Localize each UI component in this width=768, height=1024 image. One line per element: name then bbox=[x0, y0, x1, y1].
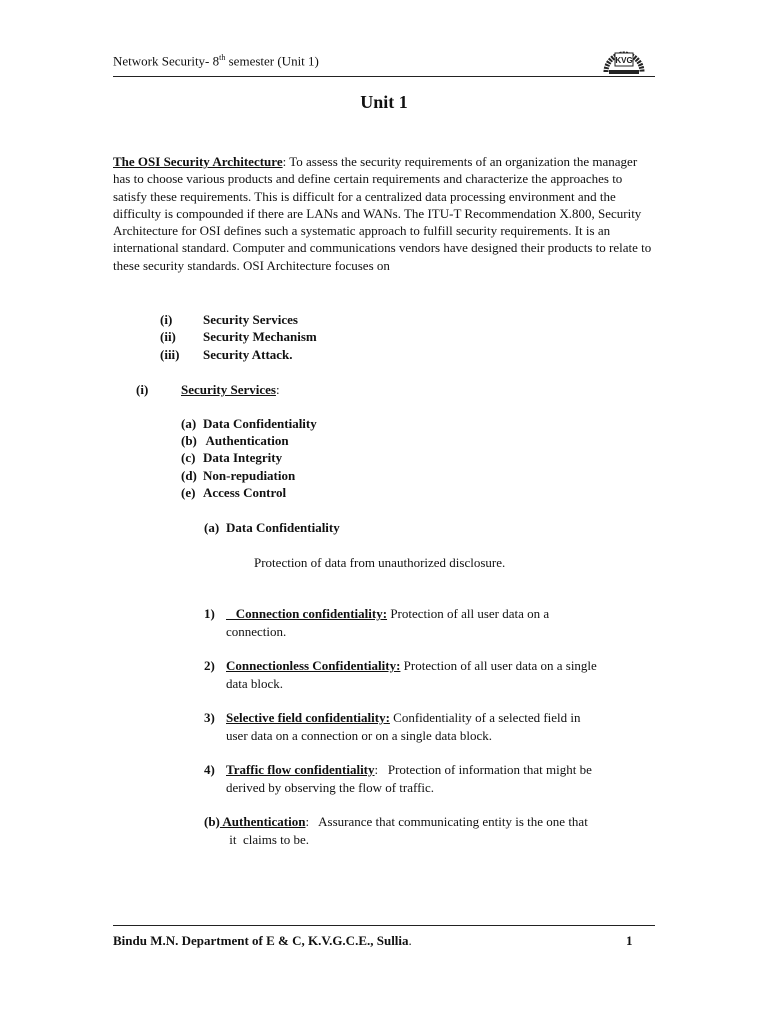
focus-num: (iii) bbox=[160, 347, 180, 362]
page-number: 1 bbox=[626, 933, 633, 948]
subsection-description: Protection of data from unauthorized disclosure. bbox=[254, 555, 506, 570]
intro-heading: The OSI Security Architecture bbox=[113, 154, 283, 169]
subsection-label: Data Confidentiality bbox=[226, 520, 340, 535]
footer-author bbox=[113, 933, 412, 949]
college-logo-icon bbox=[600, 40, 648, 76]
service-num: (a) bbox=[181, 416, 197, 431]
focus-item bbox=[160, 311, 298, 328]
service-num: (e) bbox=[181, 485, 196, 500]
confidentiality-item bbox=[204, 761, 592, 778]
subsection-num: (a) bbox=[204, 520, 220, 535]
confidentiality-item bbox=[204, 709, 581, 726]
section-heading bbox=[136, 381, 280, 398]
confidentiality-item bbox=[204, 657, 597, 674]
service-label: Non-repudiation bbox=[203, 468, 296, 483]
running-header bbox=[113, 53, 319, 69]
item-text: Confidentiality of a selected field in bbox=[389, 710, 581, 725]
header-rule bbox=[113, 76, 655, 77]
focus-item bbox=[160, 346, 293, 363]
section-label: Security Services bbox=[181, 382, 276, 397]
item-text: Protection of all user data on a bbox=[387, 606, 550, 621]
service-item bbox=[181, 449, 282, 466]
footer-author-text: Bindu M.N. Department of E & C, K.V.G.C.E., Sullia bbox=[113, 933, 409, 948]
subsection-heading bbox=[204, 519, 340, 536]
item-text-continued: user data on a connection or on a single data block. bbox=[226, 728, 493, 743]
subsection-heading bbox=[204, 813, 588, 830]
item-num: 1) bbox=[204, 606, 215, 621]
intro-paragraph bbox=[113, 153, 653, 274]
service-item bbox=[181, 415, 317, 432]
item-text: Protection of all user data on a single bbox=[400, 658, 597, 673]
focus-item bbox=[160, 328, 317, 345]
service-label: Authentication bbox=[203, 433, 289, 448]
focus-num: (ii) bbox=[160, 329, 176, 344]
service-label: Data Confidentiality bbox=[203, 416, 317, 431]
item-num: 3) bbox=[204, 710, 215, 725]
service-label: Data Integrity bbox=[203, 450, 283, 465]
footer-dot: . bbox=[408, 933, 412, 948]
section-num: (i) bbox=[136, 382, 149, 397]
item-term: Connection confidentiality: bbox=[226, 606, 388, 621]
service-num: (d) bbox=[181, 468, 197, 483]
header-superscript: th bbox=[219, 53, 226, 62]
footer-rule bbox=[113, 925, 655, 926]
item-term: Traffic flow confidentiality bbox=[226, 762, 375, 777]
item-text-continued: data block. bbox=[226, 676, 284, 691]
intro-text: : To assess the security requirements of an organization the manager has to choose various products and define certain requirements and characterize the approaches to satisfy these requirements. This is difficult for a centralized data processing environment and the difficulty is compounded if there are LANs and WANs. The ITU-T Recommendation X.800, Security Architecture for OSI defines such a systematic approach to fulfill security requirements. It is an international standard. Computer and communications vendors have designed their products to relate to these security standards. OSI Architecture focuses on bbox=[113, 154, 652, 273]
header-course-rest: semester (Unit 1) bbox=[225, 53, 319, 69]
item-term: Selective field confidentiality: bbox=[226, 710, 390, 725]
confidentiality-item bbox=[204, 605, 549, 622]
item-text: : Protection of information that might be bbox=[374, 762, 592, 777]
focus-label: Security Attack. bbox=[203, 347, 293, 362]
logo-letters: KVG bbox=[615, 56, 633, 65]
item-num: 2) bbox=[204, 658, 215, 673]
subsection-text-continued: it claims to be. bbox=[226, 832, 310, 847]
focus-label: Security Mechanism bbox=[203, 329, 317, 344]
service-item bbox=[181, 467, 295, 484]
subsection-term: Authentication bbox=[219, 814, 306, 829]
item-term: Connectionless Confidentiality: bbox=[226, 658, 401, 673]
item-text-continued: connection. bbox=[226, 624, 287, 639]
section-punct: : bbox=[275, 382, 280, 397]
focus-num: (i) bbox=[160, 312, 173, 327]
item-num: 4) bbox=[204, 762, 215, 777]
item-text-continued: derived by observing the flow of traffic. bbox=[226, 780, 435, 795]
service-num: (b) bbox=[181, 433, 197, 448]
header-course: Network Security- 8 bbox=[113, 53, 220, 69]
service-label: Access Control bbox=[203, 485, 287, 500]
subsection-text: : Assurance that communicating entity is the one that bbox=[305, 814, 588, 829]
page-title: Unit 1 bbox=[360, 92, 408, 112]
focus-label: Security Services bbox=[203, 312, 298, 327]
service-item bbox=[181, 484, 286, 501]
service-num: (c) bbox=[181, 450, 196, 465]
service-item bbox=[181, 432, 289, 449]
subsection-num: (b) bbox=[204, 814, 220, 829]
